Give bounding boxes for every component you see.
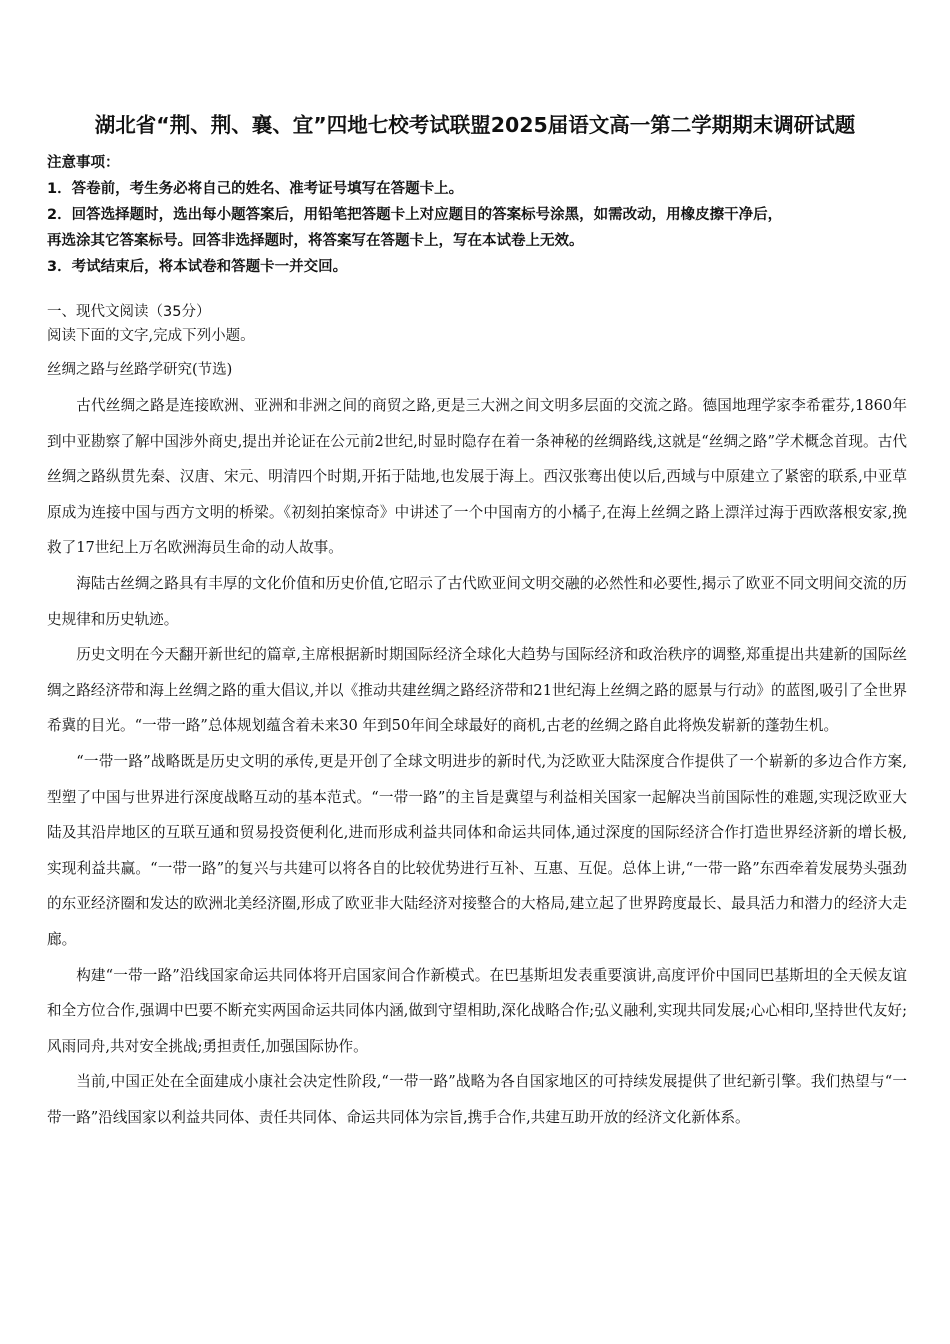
paragraph: 当前,中国正处在全面建成小康社会决定性阶段,“一带一路”战略为各自国家地区的可持续发展提供了世纪新引擎。我们热望与“一带一路”沿线国家以利益共同体、责任共同体、命运共同体为宗旨,携手合作,共建互助开放的经济文化新体系。 xyxy=(47,1073,907,1126)
reading-instruction: 阅读下面的文字,完成下列小题。 xyxy=(47,328,255,344)
paragraph: “一带一路”战略既是历史文明的承传,更是开创了全球文明进步的新时代,为泛欧亚大陆深度合作提供了一个崭新的多边合作方案,型塑了中国与世界进行深度战略互动的基本范式。“一带一路”的主旨是冀望与利益相关国家一起解决当前国际性的难题,实现泛欧亚大陆及其沿岸地区的互联互通和贸易投资便利化,进而形成利益共同体和命运共同体,通过深度的国际经济合作打造世界经济新的增长极,实现利益共赢。“一带一路”的复兴与共建可以将各自的比较优势进行互补、互惠、互促。总体上讲,“一带一路”东西牵着发展势头强劲的东亚经济圈和发达的欧洲北美经济圈,形成了欧亚非大陆经济对接整合的大格局,建立起了世界跨度最长、最具活力和潜力的经济大走廊。 xyxy=(47,752,907,948)
article-title: 丝绸之路与丝路学研究(节选) xyxy=(47,362,233,378)
notice-item: 1．答卷前，考生务必将自己的姓名、准考证号填写在答题卡上。 xyxy=(47,181,464,197)
notice-item: 再选涂其它答案标号。回答非选择题时，将答案写在答题卡上，写在本试卷上无效。 xyxy=(47,233,584,249)
notice-block xyxy=(47,150,917,280)
notice-item: 3．考试结束后，将本试卷和答题卡一并交回。 xyxy=(47,259,348,275)
section-header xyxy=(47,300,917,382)
notice-heading: 注意事项： xyxy=(47,155,120,171)
paragraph: 古代丝绸之路是连接欧洲、亚洲和非洲之间的商贸之路,更是三大洲之间文明多层面的交流之路。德国地理学家李希霍芬,1860年到中亚勘察了解中国涉外商史,提出并论证在公元前2世纪,时显时隐存在着一条神秘的丝绸路线,这就是“丝绸之路”学术概念首现。古代丝绸之路纵贯先秦、汉唐、宋元、明清四个时期,开拓于陆地,也发展于海上。西汉张骞出使以后,西域与中原建立了紧密的联系,中亚草原成为连接中国与西方文明的桥梁。《初刻拍案惊奇》中讲述了一个中国南方的小橘子,在海上丝绸之路上漂洋过海于西欧落根安家,挽救了17世纪上万名欧洲海员生命的动人故事。 xyxy=(47,397,907,557)
paragraph: 历史文明在今天翻开新世纪的篇章,主席根据新时期国际经济全球化大趋势与国际经济和政治秩序的调整,郑重提出共建新的国际丝绸之路经济带和海上丝绸之路的重大倡议,并以《推动共建丝绸之路经济带和21世纪海上丝绸之路的愿景与行动》的蓝图,吸引了全世界希冀的目光。“一带一路”总体规划蕴含着未来30 年到50年间全球最好的商机,古老的丝绸之路自此将焕发崭新的蓬勃生机。 xyxy=(47,646,907,735)
paragraph: 构建“一带一路”沿线国家命运共同体将开启国家间合作新模式。在巴基斯坦发表重要演讲,高度评价中国同巴基斯坦的全天候友谊和全方位合作,强调中巴要不断充实两国命运共同体内涵,做到守望相助,深化战略合作;弘义融利,实现共同发展;心心相印,坚持世代友好;风雨同舟,共对安全挑战;勇担责任,加强国际协作。 xyxy=(47,966,907,1055)
section-heading: 一、现代文阅读（35分） xyxy=(47,304,211,320)
notice-item: 2．回答选择题时，选出每小题答案后，用铅笔把答题卡上对应题目的答案标号涂黑，如需改动，用橡皮擦干净后， xyxy=(47,207,783,223)
paragraph: 海陆古丝绸之路具有丰厚的文化价值和历史价值,它昭示了古代欧亚间文明交融的必然性和必要性,揭示了欧亚不同文明间交流的历史规律和历史轨迹。 xyxy=(47,574,907,628)
article-body xyxy=(47,388,907,1135)
page-title: 湖北省“荆、荆、襄、宜”四地七校考试联盟2025届语文高一第二学期期末调研试题 xyxy=(94,113,856,137)
